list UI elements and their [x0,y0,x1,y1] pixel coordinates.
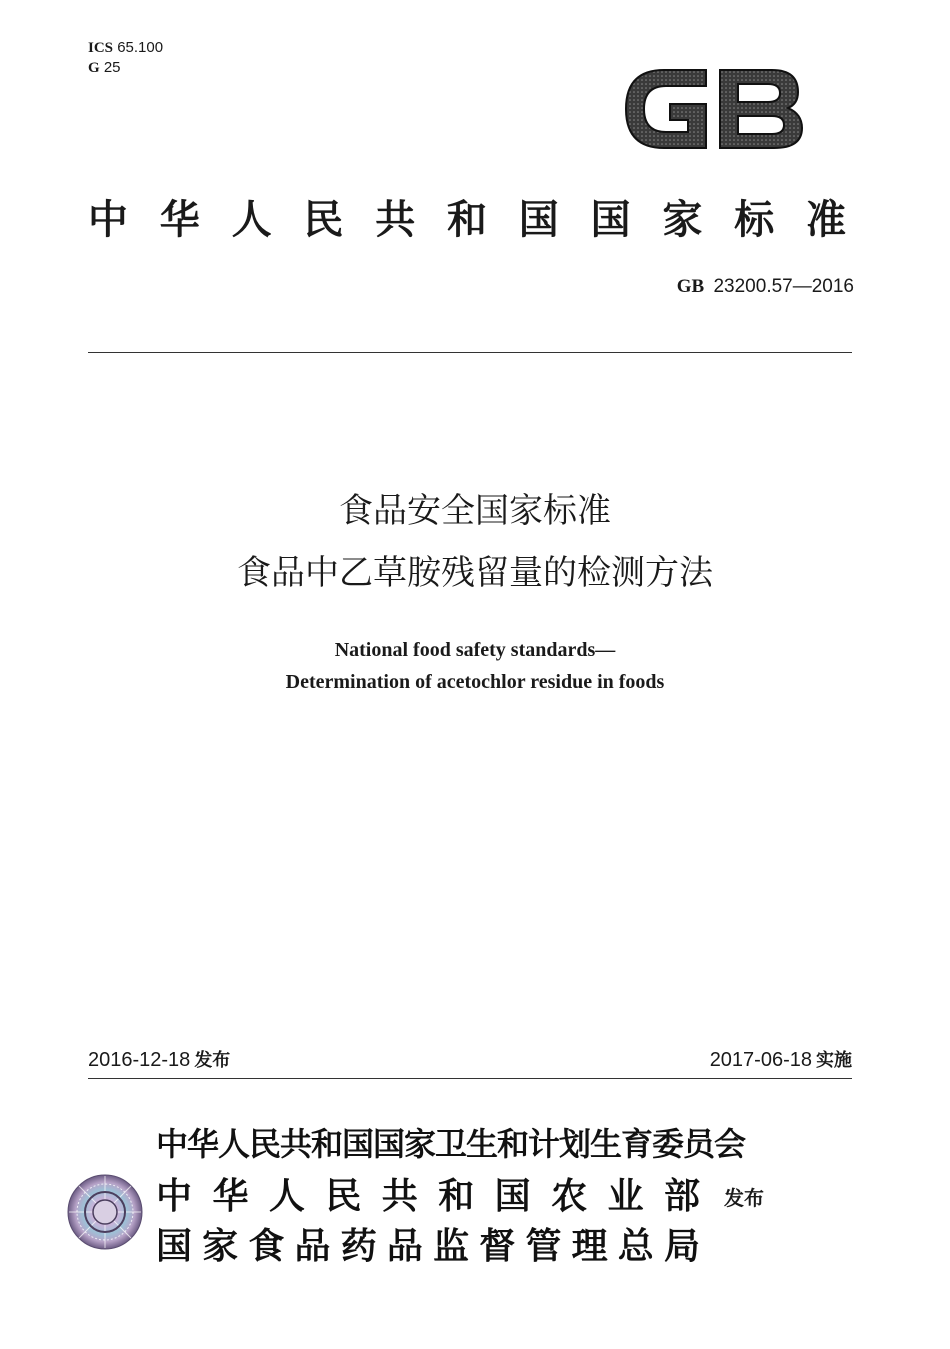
title-cn-line2: 食品中乙草胺残留量的检测方法 [237,553,713,593]
publish-label: 发布 [724,1186,764,1210]
standard-code: 23200.57—2016 [713,276,854,297]
class-line [88,58,163,78]
issue-date: 2016-12-18 [88,1049,191,1071]
top-divider [88,352,852,353]
implement-date: 2017-06-18 [709,1049,812,1071]
issue-date-block [88,1046,230,1072]
title-en-line2: Determination of acetochlor residue in foods [285,671,665,693]
title-cn-line1: 食品安全国家标准 [339,491,611,531]
issue-label: 发布 [194,1050,231,1071]
issuer-food-drug-administration: 国家食品药品监督管理总局 [156,1225,700,1267]
ics-code: 65.100 [117,39,164,56]
implement-label: 实施 [816,1050,852,1071]
classification-codes [88,38,163,78]
issuer-ministry-agriculture: 中华人民共和国农业部 [156,1175,700,1217]
ics-label: ICS [88,40,114,56]
implement-date-block [710,1046,852,1072]
national-emblem-seal-icon [66,1173,144,1251]
standard-number [677,276,854,298]
gb-logo-icon [620,62,806,156]
class-code: 25 [103,59,121,76]
bottom-divider [88,1078,852,1079]
ics-line [88,38,163,58]
standard-prefix: GB [676,276,705,297]
national-standard-title: 中华人民共和国国家标准 [88,197,848,243]
class-label: G [88,60,100,76]
title-en-line1: National food safety standards— [334,639,616,661]
issuer-health-commission: 中华人民共和国国家卫生和计划生育委员会 [156,1125,746,1163]
